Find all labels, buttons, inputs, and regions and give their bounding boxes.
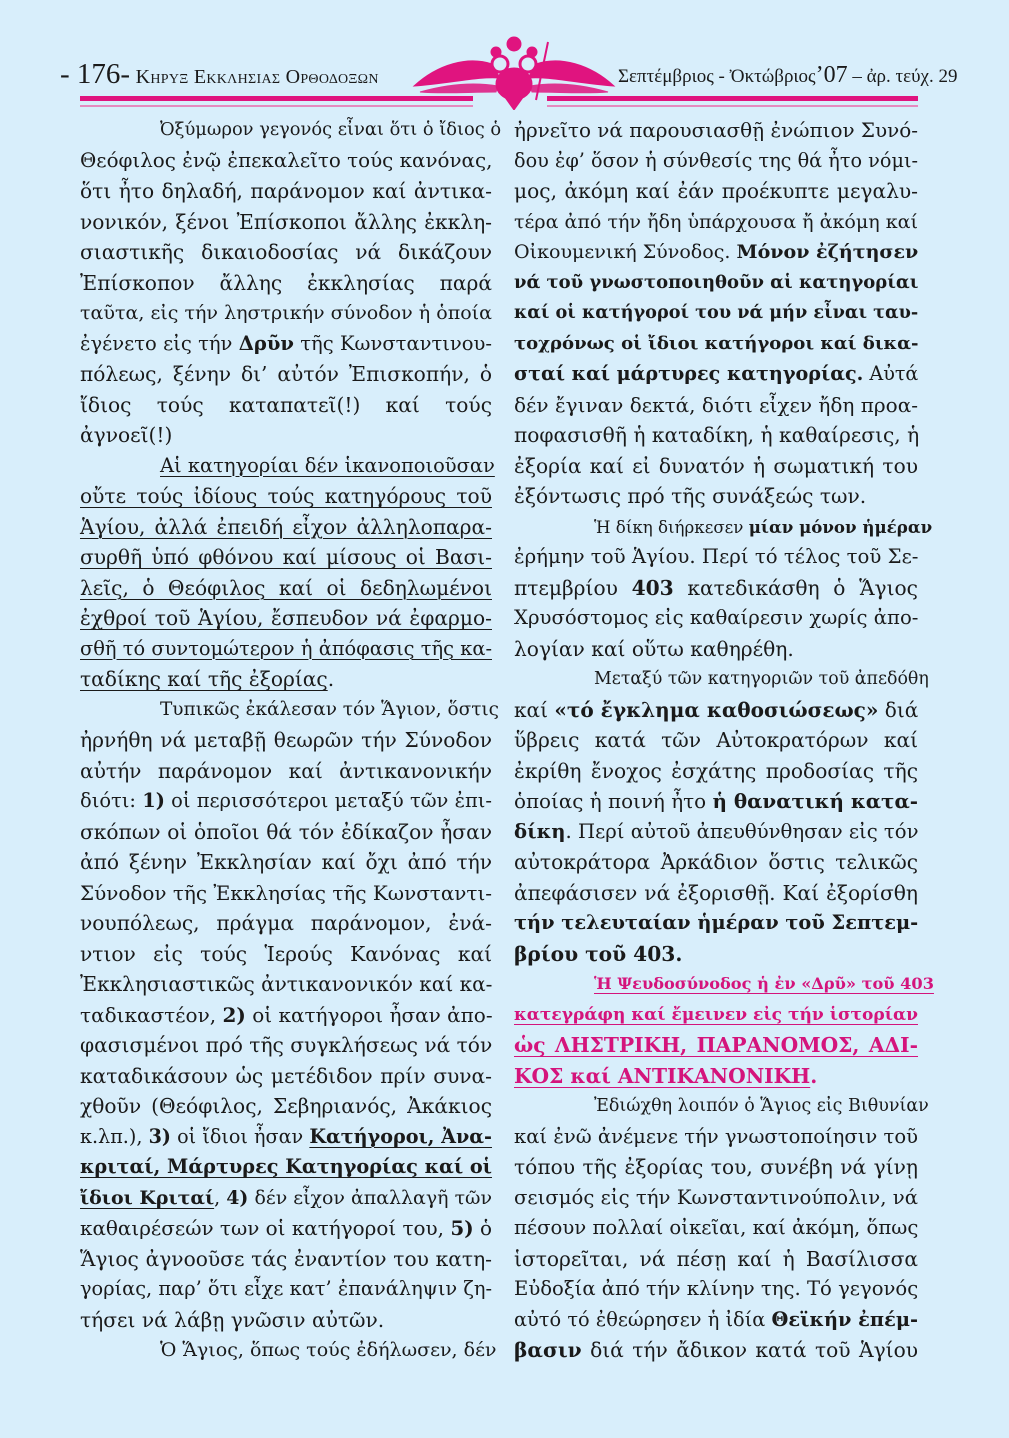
- right-column: [514, 115, 934, 1366]
- text-line: [514, 725, 918, 756]
- bold-text: Δρῦν: [238, 331, 294, 355]
- line-text: καί: [514, 697, 555, 722]
- text-line: [80, 847, 492, 878]
- text-line: [514, 146, 918, 177]
- text-line: [80, 1183, 492, 1214]
- text-line: [514, 481, 918, 512]
- line-text: ὅτι ἦτο δηλαδή, παράνομον καί ἀντικα-: [80, 179, 492, 203]
- line-text: Μεταξύ τῶν κατηγοριῶν τοῦ ἀπεδόθη: [594, 669, 929, 689]
- line-text: σκόπων οἱ ὁποῖοι θά τόν ἐδίκαζον ἦσαν: [80, 819, 492, 844]
- bold-text: 1): [142, 789, 165, 812]
- text-line: [80, 420, 492, 451]
- line-text: . Περί αὐτοῦ ἀπευθύνθησαν εἰς τόν: [565, 819, 919, 843]
- bold-text: Θεϊκήν ἐπέμ-: [771, 1307, 918, 1331]
- text-line: [514, 512, 933, 543]
- text-line: [514, 1274, 918, 1305]
- line-text: Θεόφιλος ἐνῷ ἐπεκαλεῖτο τούς κανόνας,: [80, 148, 493, 172]
- line-text: ταδίκης καί τῆς ἐξορίας: [80, 667, 328, 691]
- bold-text: 5): [450, 1216, 474, 1240]
- text-line: [80, 634, 492, 665]
- text-line: [80, 725, 492, 756]
- line-text: ἐχθροί τοῦ Ἁγίου, ἔσπευδον νά ἐφαρμο-: [80, 606, 492, 630]
- bold-text: 4): [226, 1186, 249, 1209]
- text-line: [80, 146, 492, 177]
- line-text: κ.λπ.),: [80, 1124, 149, 1148]
- text-line: [514, 817, 918, 848]
- line-text: φασισμένοι πρό τῆς συγκλήσεως νά τόν: [80, 1033, 493, 1057]
- line-text: δου ἐφ’ ὅσον ἡ σύνθεσίς της θά ἦτο νόμι-: [514, 148, 918, 172]
- line-text: ἀπεφάσισεν νά ἐξορισθῇ. Καί ἐξορίσθη: [514, 880, 918, 905]
- text-line: [80, 573, 492, 604]
- line-text: ἐρήμην τοῦ Ἁγίου. Περί τό τέλος τοῦ Σε-: [514, 545, 919, 568]
- line-text: ἠρνεῖτο νά παρουσιασθῇ ἐνώπιον Συνό-: [514, 118, 918, 142]
- text-line: [80, 359, 492, 390]
- bold-text: 2): [222, 1002, 246, 1027]
- text-line: [514, 268, 918, 299]
- line-text: Αὐτά: [863, 362, 919, 385]
- text-line: [80, 329, 492, 360]
- line-text: πόλεως, ξένην δι’ αὐτόν Ἐπισκοπήν, ὁ: [80, 362, 492, 386]
- line-text: τέρα ἀπό τήν ἤδη ὑπάρχουσα ἤ ἀκόμη καί: [514, 210, 918, 233]
- highlight-text: κατεγράφη καί ἔμεινεν εἰς τήν ἱστορίαν: [514, 1004, 918, 1025]
- bold-text: βασιν: [514, 1338, 582, 1362]
- highlight-text: ΚΟΣ καί ΑΝΤΙΚΑΝΟΝΙΚΗ: [514, 1063, 811, 1088]
- text-line: [80, 1305, 492, 1336]
- line-text: ἀγνοεῖ(!): [80, 423, 173, 447]
- line-text: συρθῆ ὑπό φθόνου καί μίσους οἱ Βασι-: [80, 545, 492, 569]
- text-line: [514, 1030, 918, 1061]
- line-text: ,: [214, 1186, 227, 1209]
- text-line: [514, 329, 918, 360]
- line-text: ὕβρεις κατά τῶν Αὐτοκρατόρων καί: [514, 728, 918, 752]
- text-line: [514, 695, 918, 726]
- text-line: [80, 542, 492, 573]
- line-text: Τυπικῶς ἐκάλεσαν τόν Ἅγιον, ὅστις: [160, 698, 499, 720]
- line-text: καταδικάσουν ὡς μετέδιδον πρίν συνα-: [80, 1063, 492, 1088]
- bold-text: τοχρόνως οἱ ἴδιοι κατήγοροι καί δικα-: [514, 332, 919, 354]
- bold-text: ἴδιοι Κριταί: [80, 1186, 215, 1209]
- line-text: διά: [878, 697, 919, 722]
- line-text: ὁποίας ἡ ποινή ἦτο: [514, 790, 713, 813]
- line-text: ταῦτα, εἰς τήν ληστρικήν σύνοδον ἡ ὁποία: [80, 302, 492, 324]
- text-line: [514, 1061, 918, 1092]
- text-line: [80, 1061, 492, 1092]
- text-line: [514, 878, 918, 909]
- text-line: [514, 1213, 918, 1244]
- text-line: [80, 176, 492, 207]
- text-line: [80, 1122, 492, 1153]
- text-line: [514, 1305, 918, 1336]
- text-line: [514, 939, 918, 970]
- line-text: ἐγένετο εἰς τήν: [80, 331, 239, 355]
- text-line: [514, 1183, 918, 1214]
- text-line: [514, 359, 918, 390]
- line-text: αὐτήν παράνομον καί ἀντικανονικήν: [80, 758, 492, 783]
- line-text: καθαιρέσεών των οἱ κατήγοροί του,: [80, 1216, 451, 1240]
- bold-text: σταί καί μάρτυρες κατηγορίας.: [514, 362, 864, 385]
- bold-text: κριταί, Μάρτυρες Κατηγορίας καί οἱ: [80, 1155, 492, 1178]
- issue-number: – ἀρ. τεύχ. 29: [852, 66, 958, 87]
- line-text: μος, ἀκόμη καί ἐάν προέκυπτε μεγαλυ-: [514, 179, 918, 203]
- issue-months: Σεπτέμβριος - Ὀκτώβριος: [618, 66, 816, 87]
- text-line: [80, 817, 492, 848]
- bold-text: βρίου τοῦ 403.: [514, 941, 683, 966]
- text-line: [80, 664, 492, 695]
- highlight-text: Ἡ Ψευδοσύνοδος ἡ ἐν «Δρῦ» τοῦ 403: [594, 974, 934, 993]
- line-text: δέν εἶχον ἀπαλλαγῆ τῶν: [248, 1186, 493, 1209]
- publication-title: Κηρυξ Εκκλησιας Ορθοδοξων: [135, 66, 379, 88]
- bold-text: μίαν μόνον ἡμέραν: [748, 516, 933, 537]
- text-line: [514, 390, 918, 421]
- page-header: [0, 0, 1009, 110]
- text-line: [80, 603, 492, 634]
- line-text: σιαστικῆς δικαιοδοσίας νά δικάζουν: [80, 240, 492, 264]
- header-right: [618, 62, 957, 89]
- line-text: Ἡ δίκη διήρκεσεν: [594, 517, 749, 537]
- line-text: σθῆ τό συντομώτερον ἡ ἀπόφασις τῆς κα-: [80, 636, 492, 660]
- line-text: κατεδικάσθη ὁ Ἅγιος: [673, 575, 918, 600]
- text-line: [514, 1122, 918, 1153]
- line-text: καί ἐνῶ ἀνέμενε τήν γνωστοποίησιν τοῦ: [514, 1124, 919, 1148]
- text-line: [80, 756, 492, 787]
- bold-text: καί οἱ κατήγοροί του νά μήν εἶναι ταυ-: [514, 302, 919, 323]
- bold-text: Μόνον ἐζήτησεν: [736, 241, 919, 263]
- line-text: ντιον εἰς τούς Ἱερούς Κανόνας καί: [80, 941, 492, 966]
- text-line: [80, 1091, 492, 1122]
- line-text: νονικόν, ξένοι Ἐπίσκοποι ἄλλης ἐκκλη-: [80, 209, 492, 234]
- line-text: Σύνοδον τῆς Ἐκκλησίας τῆς Κωνσταντι-: [80, 880, 492, 905]
- text-line: [80, 1030, 492, 1061]
- bold-text: 403: [631, 575, 674, 600]
- text-line: [80, 1000, 492, 1031]
- header-left: [60, 58, 379, 91]
- line-text: ταδικαστέον,: [80, 1002, 223, 1027]
- line-text: ἀπό ξένην Ἐκκλησίαν καί ὄχι ἀπό τήν: [80, 850, 492, 874]
- line-text: ἠρνήθη νά μεταβῇ θεωρῶν τήν Σύνοδον: [80, 728, 492, 752]
- text-line: [80, 268, 492, 299]
- text-line: [514, 176, 918, 207]
- text-line: [514, 1000, 918, 1031]
- bold-text: δίκη: [514, 819, 566, 843]
- line-text: λεῖς, ὁ Θεόφιλος καί οἱ δεδηλωμένοι: [80, 575, 492, 600]
- line-text: γορίας, παρ’ ὅτι εἶχε κατ’ ἐπανάληψιν ζη-: [80, 1277, 492, 1300]
- text-line: [80, 1244, 492, 1275]
- text-line: [80, 390, 492, 421]
- text-line: [514, 847, 918, 878]
- text-line: [514, 786, 918, 817]
- line-text: .: [327, 667, 335, 691]
- text-line: [514, 908, 918, 939]
- text-line: [80, 1152, 492, 1183]
- text-line: [514, 1335, 918, 1366]
- text-line: [514, 969, 934, 1000]
- text-line: [514, 634, 918, 665]
- line-text: διότι:: [80, 789, 143, 812]
- line-text: αὐτό τό ἐθεώρησεν ἡ ἰδία: [514, 1307, 772, 1331]
- line-text: νουπόλεως, πράγμα παράνομον, ἐνά-: [80, 911, 492, 935]
- bold-text: «τό ἔγκλημα καθοσιώσεως»: [554, 697, 879, 722]
- text-line: [514, 1244, 918, 1275]
- line-text: οἱ ἴδιοι ἦσαν: [171, 1124, 310, 1148]
- line-text: Ἐπίσκοπον ἄλλης ἐκκλησίας παρά: [80, 270, 492, 295]
- text-line: [514, 207, 918, 238]
- line-text: πέσουν πολλαί οἰκεῖαι, καί ἀκόμη, ὅπως: [514, 1216, 919, 1239]
- text-line: [514, 237, 918, 268]
- text-line: [80, 908, 492, 939]
- text-line: [514, 756, 918, 787]
- line-text: Ὀξύμωρον γεγονός εἶναι ὅτι ὁ ἴδιος ὁ: [160, 119, 502, 140]
- highlight-text: ὡς ΛΗΣΤΡΙΚΗ, ΠΑΡΑΝΟΜΟΣ, ΑΔΙ-: [514, 1033, 918, 1057]
- text-line: [80, 695, 499, 726]
- line-text: Ὁ Ἅγιος, ὅπως τούς ἐδήλωσεν, δέν: [160, 1339, 497, 1361]
- left-column: [80, 115, 502, 1366]
- line-text: Χρυσόστομος εἰς καθαίρεσιν χωρίς ἀπο-: [514, 606, 919, 629]
- line-text: διά τήν ἄδικον κατά τοῦ Ἁγίου: [581, 1338, 918, 1362]
- line-text: Ἐδιώχθη λοιπόν ὁ Ἅγιος εἰς Βιθυνίαν: [594, 1096, 929, 1116]
- line-text: οἱ περισσότεροι μεταξύ τῶν ἐπι-: [164, 789, 492, 812]
- text-line: [80, 1274, 492, 1305]
- line-text: ὁ: [473, 1216, 492, 1240]
- line-text: Ἐκκλησιαστικῶς ἀντικανονικόν καί κα-: [80, 972, 493, 996]
- text-line: [80, 939, 492, 970]
- text-line: [514, 542, 918, 573]
- line-text: αὐτοκράτορα Ἀρκάδιον ὅστις τελικῶς: [514, 850, 918, 874]
- line-text: οὔτε τούς ἰδίους τούς κατηγόρους τοῦ: [80, 484, 492, 508]
- line-text: πτεμβρίου: [514, 575, 632, 600]
- line-text: Οἰκουμενική Σύνοδος.: [514, 241, 737, 263]
- text-line: [80, 786, 492, 817]
- line-text: ἐξορία καί εἰ δυνατόν ἡ σωματική του: [514, 453, 918, 478]
- line-text: τήσει νά λάβῃ γνῶσιν αὐτῶν.: [80, 1307, 385, 1332]
- bold-text: Κατήγοροι, Ἀνα-: [309, 1124, 492, 1148]
- issue-year: ’07: [815, 62, 848, 88]
- line-text: τῆς Κωνσταντινου-: [293, 331, 493, 355]
- line-text: Αἱ κατηγορίαι δέν ἱκανοποιοῦσαν: [160, 453, 495, 477]
- line-text: ἱστορεῖται, νά πέσῃ καί ἡ Βασίλισσα: [514, 1246, 918, 1271]
- text-line: [80, 481, 492, 512]
- line-text: Ἁγίου, ἀλλά ἐπειδή εἶχον ἀλληλοπαρα-: [80, 514, 492, 539]
- bold-text: 3): [148, 1124, 171, 1148]
- text-line: [514, 420, 918, 451]
- text-line: [80, 969, 492, 1000]
- double-headed-eagle-icon: [408, 34, 620, 110]
- text-line: [514, 451, 918, 482]
- line-text: δέν ἔγιναν δεκτά, διότι εἶχεν ἤδη προα-: [514, 392, 918, 417]
- text-line: [80, 878, 492, 909]
- line-text: Ἅγιος ἀγνοοῦσε τάς ἐναντίον του κατη-: [80, 1246, 492, 1271]
- line-text: τόπου τῆς ἐξορίας του, συνέβη νά γίνῃ: [514, 1155, 918, 1179]
- line-text: οἱ κατήγοροι ἦσαν ἀπο-: [245, 1002, 493, 1027]
- text-line: [514, 1091, 929, 1122]
- text-line: [514, 664, 929, 695]
- text-line: [80, 298, 492, 329]
- text-line: [80, 1335, 497, 1366]
- text-line: [514, 603, 918, 634]
- line-text: ποφασισθῆ ἡ καταδίκη, ἡ καθαίρεσις, ἡ: [514, 423, 920, 447]
- bold-text: νά τοῦ γνωστοποιηθοῦν αἱ κατηγορίαι: [514, 271, 919, 293]
- text-line: [80, 512, 492, 543]
- text-line: [80, 207, 492, 238]
- text-line: [514, 298, 918, 329]
- text-line: [80, 237, 492, 268]
- text-line: [80, 1213, 492, 1244]
- line-text: ἐκρίθη ἔνοχος ἐσχάτης προδοσίας τῆς: [514, 758, 918, 783]
- line-text: λογίαν καί οὕτω καθηρέθη.: [514, 636, 794, 661]
- highlight-text: .: [810, 1063, 818, 1088]
- line-text: ἴδιος τούς καταπατεῖ(!) καί τούς: [80, 392, 492, 417]
- bold-text: τήν τελευταίαν ἡμέραν τοῦ Σεπτεμ-: [514, 911, 919, 934]
- line-text: χθοῦν (Θεόφιλος, Σεβηριανός, Ἀκάκιος: [80, 1094, 492, 1118]
- bold-text: ἡ θανατική κατα-: [712, 789, 919, 813]
- line-text: ἐξόντωσις πρό τῆς συνάξεώς των.: [514, 484, 867, 508]
- text-line: [514, 1152, 918, 1183]
- page-number: - 176-: [60, 58, 131, 90]
- text-line: [80, 115, 502, 146]
- line-text: σεισμός εἰς τήν Κωνσταντινούπολιν, νά: [514, 1185, 918, 1209]
- text-line: [80, 451, 495, 482]
- text-line: [514, 573, 918, 604]
- line-text: Εὐδοξία ἀπό τήν κλίνην της. Τό γεγονός: [514, 1277, 919, 1300]
- text-line: [514, 115, 918, 146]
